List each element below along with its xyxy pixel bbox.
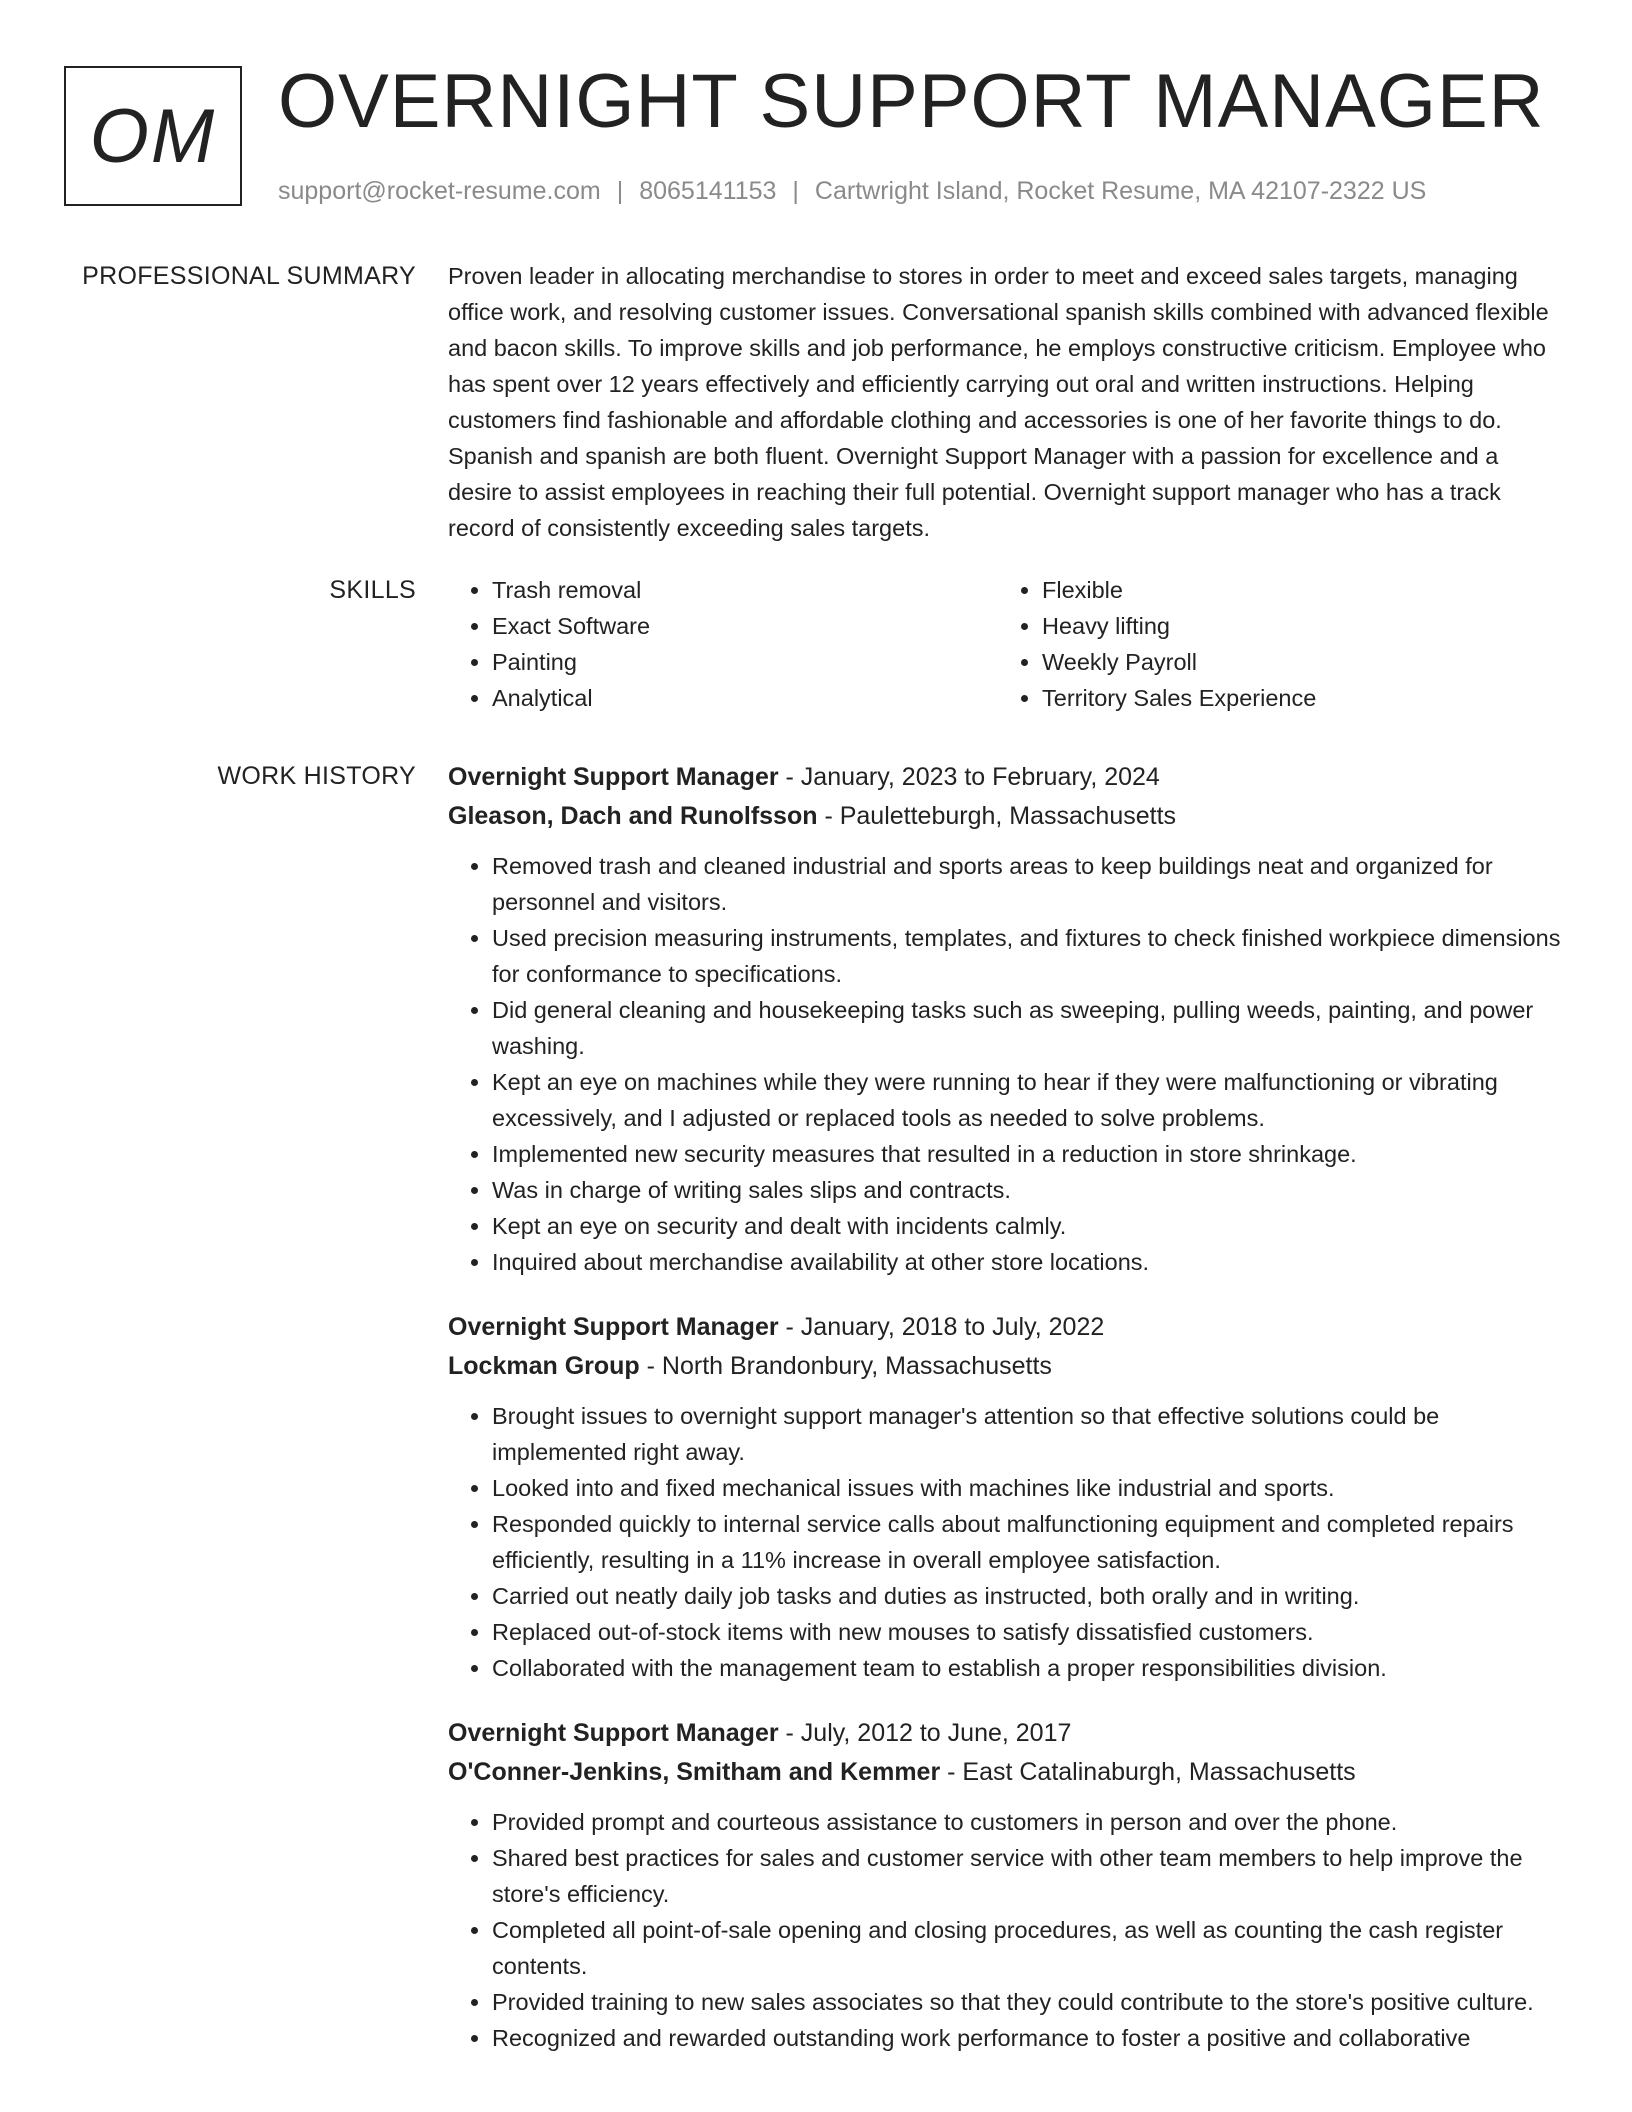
job-title: Overnight Support Manager bbox=[448, 1719, 779, 1747]
job-location: - North Brandonbury, Massachusetts bbox=[639, 1352, 1052, 1380]
job-company-line bbox=[448, 1347, 1568, 1386]
job-bullet: • Was in charge of writing sales slips and contracts. bbox=[492, 1172, 1568, 1208]
job-company-line bbox=[448, 1753, 1568, 1792]
skill-item: • Territory Sales Experience bbox=[1042, 680, 1548, 716]
job-bullet: • Removed trash and cleaned industrial and sports areas to keep buildings neat and organized for personnel and visitors. bbox=[492, 848, 1568, 920]
job-dates: - January, 2023 to February, 2024 bbox=[778, 763, 1160, 791]
job-title: Overnight Support Manager bbox=[448, 763, 779, 791]
contact-line bbox=[278, 176, 1426, 206]
job-bullet: • Provided training to new sales associates so that they could contribute to the store's positive culture. bbox=[492, 1984, 1568, 2020]
summary-heading: PROFESSIONAL SUMMARY bbox=[82, 262, 416, 290]
job-bullet: • Recognized and rewarded outstanding work performance to foster a positive and collaborative bbox=[492, 2020, 1568, 2056]
job-bullet: • Looked into and fixed mechanical issues with machines like industrial and sports. bbox=[492, 1470, 1568, 1506]
monogram-initials: OM bbox=[89, 93, 217, 179]
summary-body bbox=[448, 258, 1568, 546]
monogram-badge bbox=[64, 66, 242, 206]
job-bullet: • Kept an eye on machines while they were running to hear if they were malfunctioning or vibrating excessively, and I adjusted or replaced tools as needed to solve problems. bbox=[492, 1064, 1568, 1136]
job-bullet: • Collaborated with the management team to establish a proper responsibilities division. bbox=[492, 1650, 1568, 1686]
job-bullet: • Shared best practices for sales and customer service with other team members to help improve the store's efficiency. bbox=[492, 1840, 1568, 1912]
job-title-line bbox=[448, 758, 1568, 797]
contact-email: support@rocket-resume.com bbox=[278, 177, 601, 205]
job-bullet: • Replaced out-of-stock items with new mouses to satisfy dissatisfied customers. bbox=[492, 1614, 1568, 1650]
job-bullets bbox=[448, 1804, 1568, 2056]
contact-separator: | bbox=[792, 177, 799, 205]
job-entry bbox=[448, 1308, 1568, 1686]
job-bullet: • Carried out neatly daily job tasks and duties as instructed, both orally and in writing. bbox=[492, 1578, 1568, 1614]
work-history-heading: WORK HISTORY bbox=[217, 762, 416, 790]
job-bullet: • Used precision measuring instruments, templates, and fixtures to check finished workpiece dimensions for conformance to specifications. bbox=[492, 920, 1568, 992]
job-bullet: • Provided prompt and courteous assistance to customers in person and over the phone. bbox=[492, 1804, 1568, 1840]
job-location: - East Catalinaburgh, Massachusetts bbox=[940, 1758, 1356, 1786]
job-bullet: • Did general cleaning and housekeeping tasks such as sweeping, pulling weeds, painting, and power washing. bbox=[492, 992, 1568, 1064]
job-bullet: • Kept an eye on security and dealt with incidents calmly. bbox=[492, 1208, 1568, 1244]
job-bullet: • Responded quickly to internal service calls about malfunctioning equipment and completed repairs efficiently, resulting in a 11% increase in overall employee satisfaction. bbox=[492, 1506, 1568, 1578]
job-company: Lockman Group bbox=[448, 1352, 640, 1380]
job-dates: - January, 2018 to July, 2022 bbox=[778, 1313, 1105, 1341]
skills-body bbox=[448, 572, 1568, 716]
skill-item: • Flexible bbox=[1042, 572, 1548, 608]
skills-grid bbox=[448, 572, 1568, 716]
job-bullets bbox=[448, 1398, 1568, 1686]
job-bullet: • Brought issues to overnight support manager's attention so that effective solutions could be implemented right away. bbox=[492, 1398, 1568, 1470]
skills-list-left bbox=[448, 572, 998, 716]
skill-item: • Heavy lifting bbox=[1042, 608, 1548, 644]
skill-item: • Trash removal bbox=[492, 572, 998, 608]
skill-item: • Exact Software bbox=[492, 608, 998, 644]
job-bullet: • Completed all point-of-sale opening and closing procedures, as well as counting the cash register contents. bbox=[492, 1912, 1568, 1984]
skill-item: • Analytical bbox=[492, 680, 998, 716]
job-company-line bbox=[448, 797, 1568, 836]
job-bullets bbox=[448, 848, 1568, 1280]
contact-separator: | bbox=[616, 177, 624, 205]
job-entry bbox=[448, 1714, 1568, 2056]
job-bullet: • Inquired about merchandise availability at other store locations. bbox=[492, 1244, 1568, 1280]
job-title-line bbox=[448, 1308, 1568, 1347]
skill-item: • Painting bbox=[492, 644, 998, 680]
job-company: Gleason, Dach and Runolfsson bbox=[448, 802, 818, 830]
skills-list-right bbox=[998, 572, 1548, 716]
job-bullet: • Implemented new security measures that resulted in a reduction in store shrinkage. bbox=[492, 1136, 1568, 1172]
job-company: O'Conner-Jenkins, Smitham and Kemmer bbox=[448, 1758, 941, 1786]
work-history-body bbox=[448, 758, 1568, 2084]
job-location: - Pauletteburgh, Massachusetts bbox=[817, 802, 1177, 830]
job-entry bbox=[448, 758, 1568, 1280]
job-title: Overnight Support Manager bbox=[448, 1313, 779, 1341]
contact-address: Cartwright Island, Rocket Resume, MA 42107-2322 US bbox=[814, 177, 1427, 205]
resume-name: OVERNIGHT SUPPORT MANAGER bbox=[278, 59, 1545, 144]
contact-phone: 8065141153 bbox=[639, 177, 777, 205]
skill-item: • Weekly Payroll bbox=[1042, 644, 1548, 680]
skills-heading: SKILLS bbox=[329, 576, 416, 604]
summary-text: Proven leader in allocating merchandise to stores in order to meet and exceed sales targets, managing office work, and resolving customer issues. Conversational spanish skills combined with advanced flexible and bacon skills. To improve skills and job performance, he employs constructive criticism. Employee who has spent over 12 years effectively and efficiently carrying out oral and written instructions. Helping customers find fashionable and affordable clothing and accessories is one of her favorite things to do. Spanish and spanish are both fluent. Overnight Support Manager with a passion for excellence and a desire to assist employees in reaching their full potential. Overnight support manager who has a track record of consistently exceeding sales targets. bbox=[448, 263, 1549, 541]
job-title-line bbox=[448, 1714, 1568, 1753]
job-dates: - July, 2012 to June, 2017 bbox=[778, 1719, 1072, 1747]
